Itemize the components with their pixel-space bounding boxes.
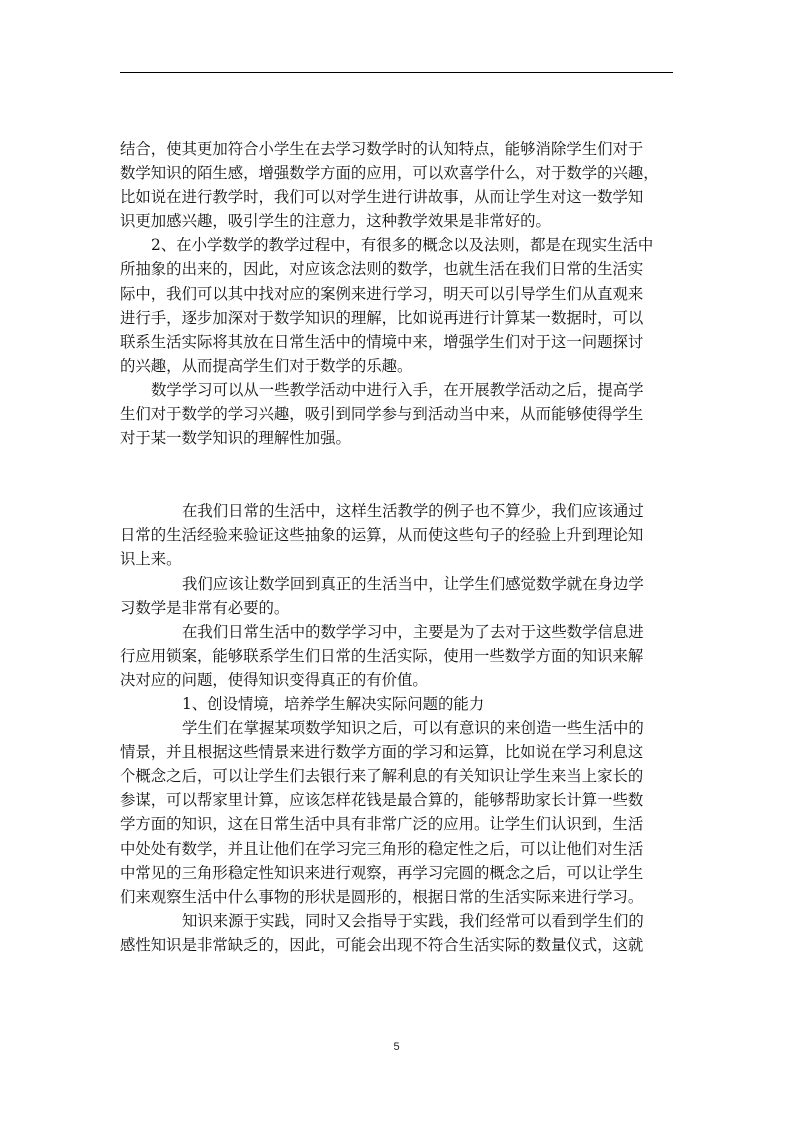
text-line: 进行手，逐步加深对于数学知识的理解，比如说再进行计算某一数据时，可以 [120, 308, 644, 327]
text-line: 知识来源于实践，同时又会指导于实践，我们经常可以看到学生们的 [182, 911, 644, 930]
text-line: 的兴趣，从而提高学生们对于数学的乐趣。 [120, 356, 413, 375]
text-line: 比如说在进行教学时，我们可以对学生进行讲故事，从而让学生对这一数学知 [120, 188, 644, 207]
paragraph-4 [120, 499, 680, 571]
text-line: 习数学是非常有必要的。 [120, 598, 290, 617]
text-line: 对于某一数学知识的理解性加强。 [120, 429, 351, 448]
paragraph-1 [120, 137, 680, 233]
text-line: 感性知识是非常缺乏的，因此，可能会出现不符合生活实际的数量仪式，这就 [120, 935, 644, 954]
text-line: 日常的生活经验来验证这些抽象的运算，从而使这些句子的经验上升到理论知 [120, 526, 644, 545]
text-line: 中常见的三角形稳定性知识来进行观察，再学习完圆的概念之后，可以让学生 [120, 863, 644, 882]
page-number: 5 [393, 1041, 400, 1053]
text-line: 学生们在掌握某项数学知识之后，可以有意识的来创造一些生活中的 [182, 719, 644, 738]
text-line: 在我们日常生活中的数学学习中，主要是为了去对于这些数学信息进 [182, 622, 644, 641]
text-line: 际中，我们可以其中找对应的案例来进行学习，明天可以引导学生们从直观来 [120, 284, 644, 303]
text-line: 2、在小学数学的教学过程中，有很多的概念以及法则，都是在现实生活中 [151, 236, 654, 255]
text-line: 在我们日常的生活中，这样生活教学的例子也不算少，我们应该通过 [182, 502, 644, 521]
text-line: 1、创设情境，培养学生解决实际问题的能力 [182, 694, 485, 713]
text-line: 行应用锁案，能够联系学生们日常的生活实际，使用一些数学方面的知识来解 [120, 646, 644, 665]
header-rule [120, 72, 673, 73]
text-line: 我们应该让数学回到真正的生活当中，让学生们感觉数学就在身边学 [182, 574, 644, 593]
paragraph-3 [120, 378, 680, 450]
text-line: 决对应的问题，使得知识变得真正的有价值。 [120, 670, 428, 689]
paragraph-7 [120, 716, 680, 909]
paragraph-2 [120, 233, 680, 378]
text-line: 参谋，可以帮家里计算，应该怎样花钱是最合算的，能够帮助家长计算一些数 [120, 791, 644, 810]
body-text [120, 137, 680, 957]
text-line: 学方面的知识，这在日常生活中具有非常广泛的应用。让学生们认识到，生活 [120, 815, 644, 834]
text-line: 结合，使其更加符合小学生在去学习数学时的认知特点，能够消除学生们对于 [120, 140, 644, 158]
text-line: 中处处有数学，并且让他们在学习完三角形的稳定性之后，可以让他们对生活 [120, 839, 644, 858]
paragraph-gap [120, 450, 680, 499]
text-line: 数学知识的陌生感，增强数学方面的应用，可以欢喜学什么，对于数学的兴趣， [120, 164, 659, 183]
section-heading [120, 692, 680, 716]
paragraph-5 [120, 572, 680, 620]
paragraph-6 [120, 620, 680, 692]
text-line: 情景，并且根据这些情景来进行数学方面的学习和运算，比如说在学习利息这 [120, 743, 644, 762]
paragraph-8 [120, 909, 680, 957]
text-line: 数学学习可以从一些教学活动中进行入手，在开展教学活动之后，提高学 [151, 380, 644, 399]
text-line: 生们对于数学的学习兴趣，吸引到同学参与到活动当中来，从而能够使得学生 [120, 405, 644, 424]
text-line: 所抽象的出来的，因此，对应该念法则的数学，也就生活在我们日常的生活实 [120, 260, 644, 279]
text-line: 联系生活实际将其放在日常生活中的情境中来，增强学生们对于这一问题探讨 [120, 332, 644, 351]
text-line: 个概念之后，可以让学生们去银行来了解利息的有关知识让学生来当上家长的 [120, 767, 644, 786]
text-line: 识上来。 [120, 550, 182, 569]
text-line: 们来观察生活中什么事物的形状是圆形的，根据日常的生活实际来进行学习。 [120, 887, 644, 906]
text-line: 识更加感兴趣，吸引学生的注意力，这种教学效果是非常好的。 [120, 212, 551, 231]
